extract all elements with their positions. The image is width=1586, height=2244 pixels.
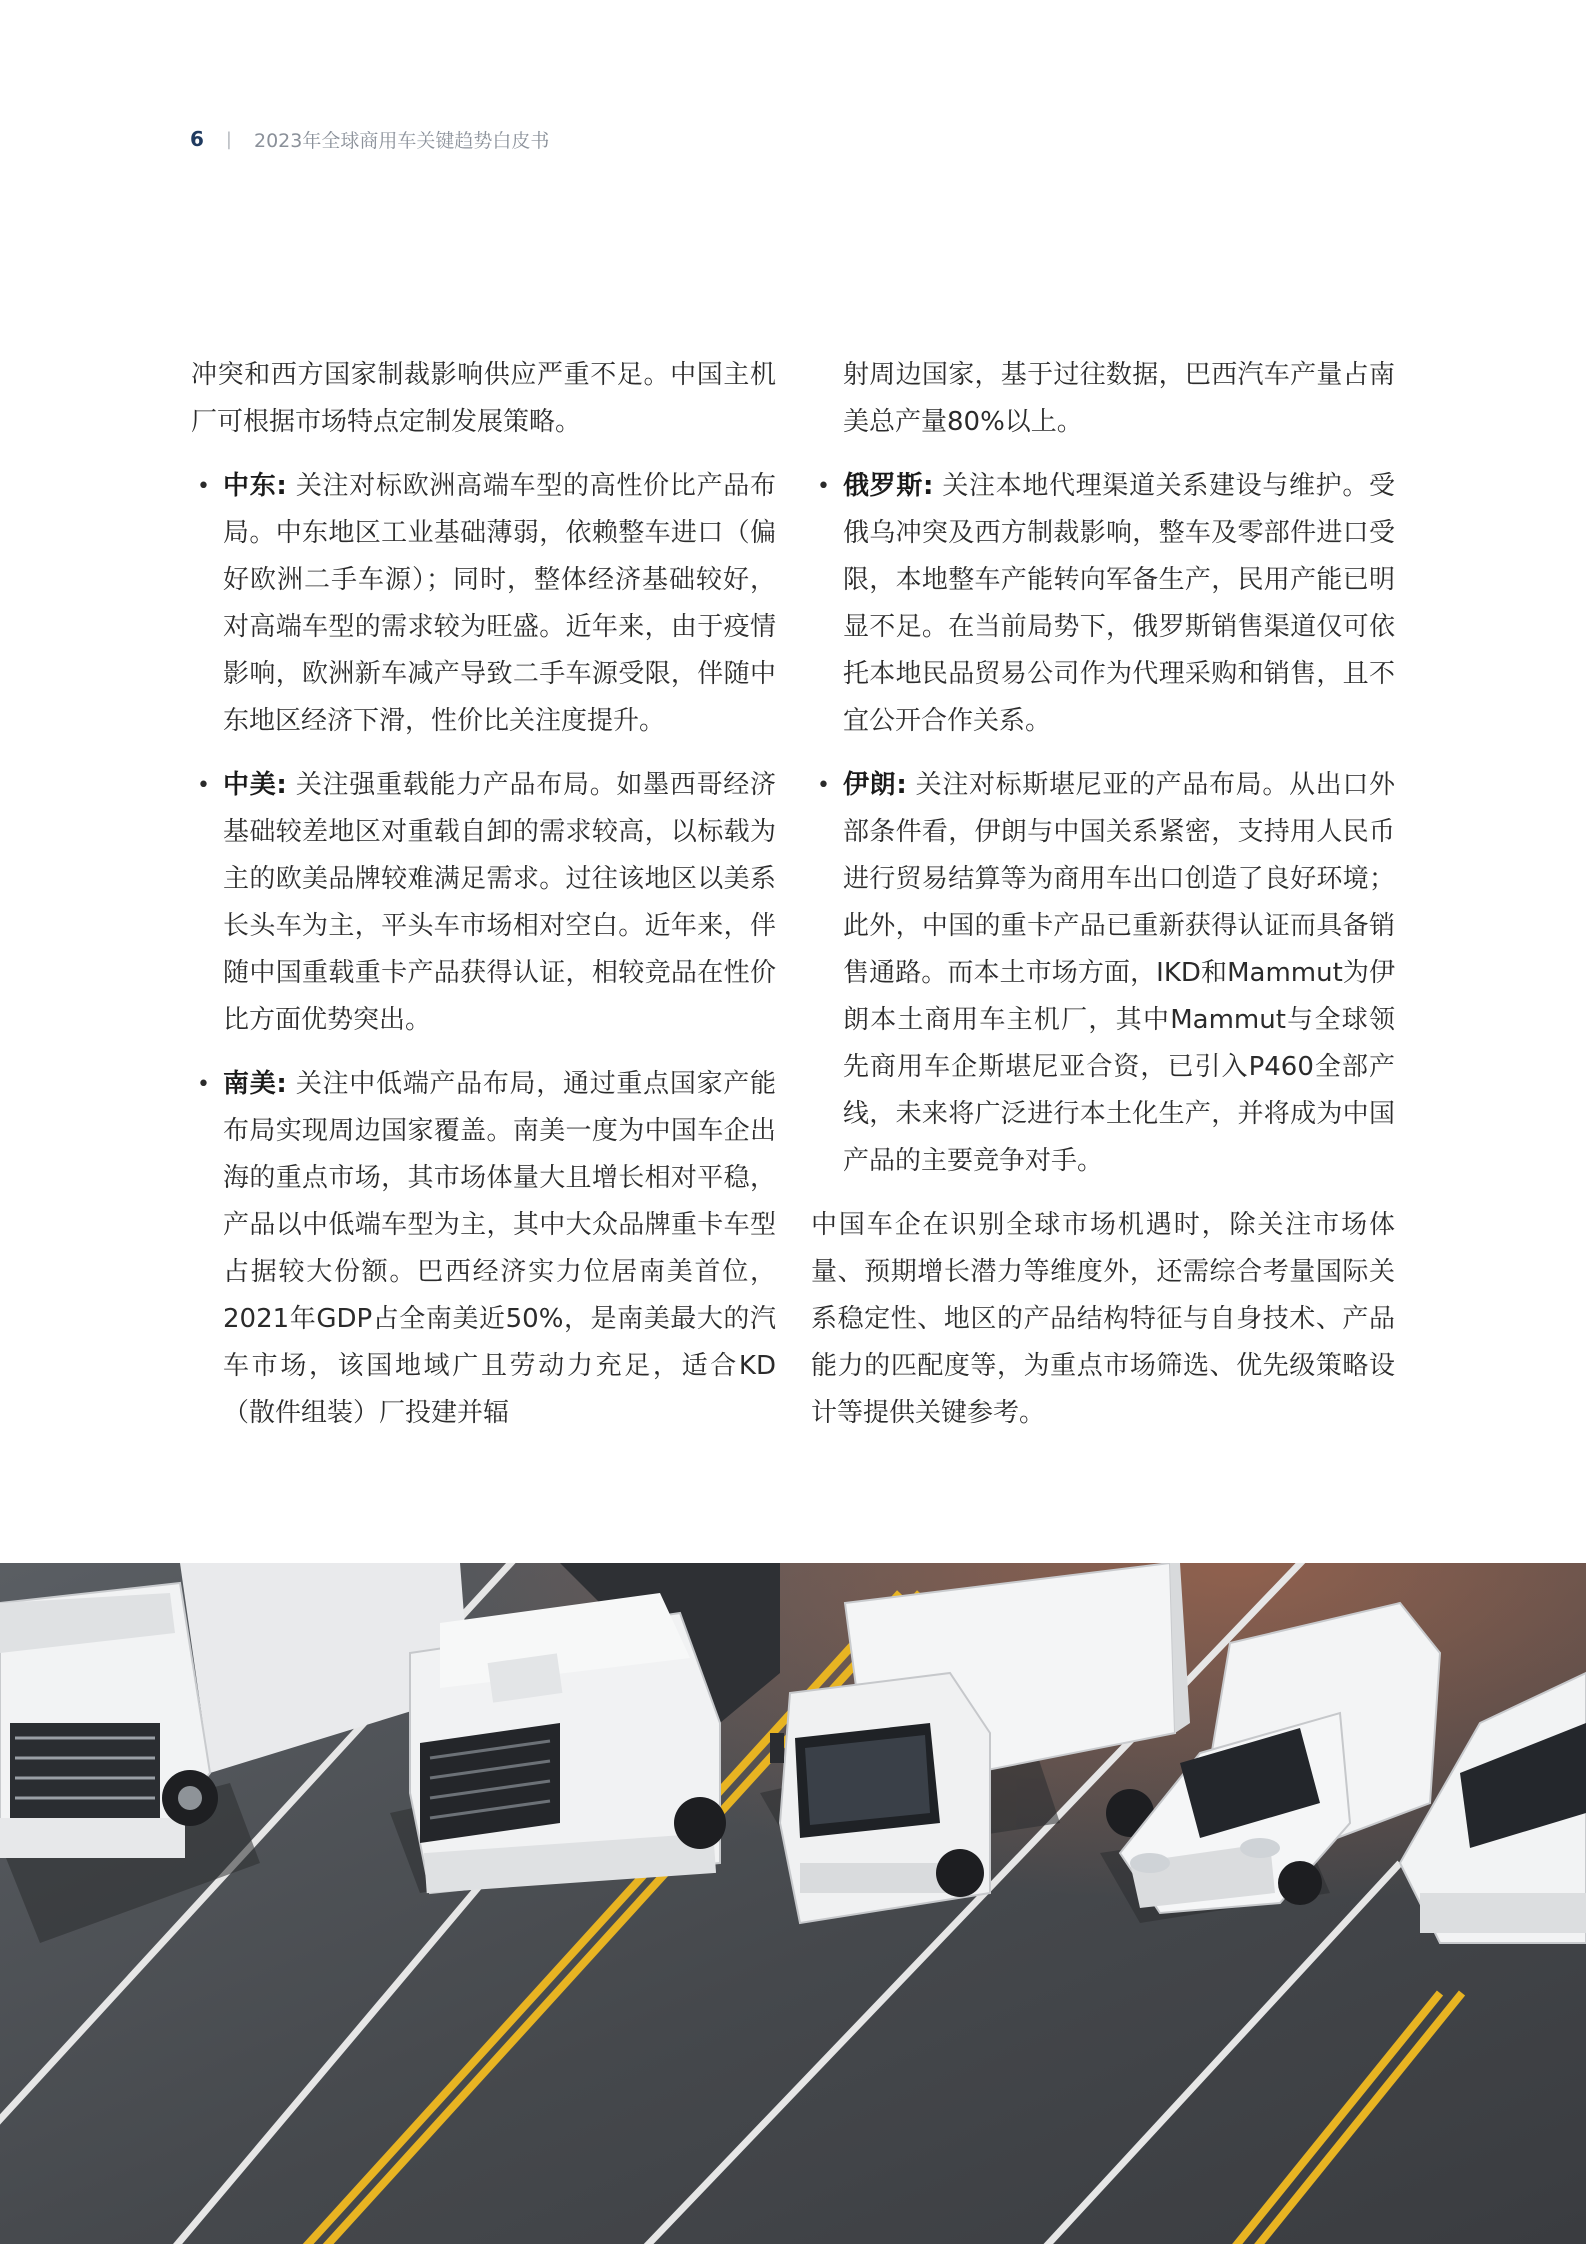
right-column — [811, 352, 1395, 1454]
bullet-glyph: • — [817, 474, 830, 499]
bullet-term: 南美: — [223, 1069, 287, 1099]
bullet-south-america — [191, 1061, 776, 1437]
bullet-text: 关注对标欧洲高端车型的高性价比产品布局。中东地区工业基础薄弱，依赖整车进口（偏好欧洲二手车源）；同时，整体经济基础较好，对高端车型的需求较为旺盛。近年来，由于疫情影响，欧洲新车减产导致二手车源受限，伴随中东地区经济下滑，性价比关注度提升。 — [223, 471, 777, 736]
closing-paragraph: 中国车企在识别全球市场机遇时，除关注市场体量、预期增长潜力等维度外，还需综合考量国际关系稳定性、地区的产品结构特征与自身技术、产品能力的匹配度等，为重点市场筛选、优先级策略设计等提供关键参考。 — [811, 1210, 1395, 1428]
continuation-paragraph: 射周边国家，基于过往数据，巴西汽车产量占南美总产量80%以上。 — [843, 360, 1395, 437]
page-number: 6 — [190, 127, 204, 151]
commercial-vehicles-photo — [0, 1563, 1586, 2244]
bullet-term: 中东: — [223, 471, 287, 501]
page-header — [190, 124, 549, 154]
bullet-glyph: • — [197, 474, 210, 499]
bullet-text: 关注强重载能力产品布局。如墨西哥经济基础较差地区对重载自卸的需求较高，以标载为主的欧美品牌较难满足需求。过往该地区以美系长头车为主，平头车市场相对空白。近年来，伴随中国重载重卡产品获得认证，相较竞品在性价比方面优势突出。 — [223, 770, 777, 1035]
left-bullet-list — [191, 463, 776, 1437]
header-separator: | — [225, 128, 232, 150]
bullet-term: 伊朗: — [843, 770, 907, 800]
document-title: 2023年全球商用车关键趋势白皮书 — [254, 129, 550, 152]
bullet-russia — [811, 463, 1395, 745]
bullet-text: 关注本地代理渠道关系建设与维护。受俄乌冲突及西方制裁影响，整车及零部件进口受限，本地整车产能转向军备生产，民用产能已明显不足。在当前局势下，俄罗斯销售渠道仅可依托本地民品贸易公司作为代理采购和销售，且不宜公开合作关系。 — [843, 471, 1396, 736]
bullet-glyph: • — [817, 773, 830, 798]
right-bullet-list — [811, 463, 1395, 1185]
bullet-term: 俄罗斯: — [843, 471, 934, 501]
bullet-glyph: • — [197, 773, 210, 798]
bullet-text: 关注对标斯堪尼亚的产品布局。从出口外部条件看，伊朗与中国关系紧密，支持用人民币进行贸易结算等为商用车出口创造了良好环境；此外，中国的重卡产品已重新获得认证而具备销售通路。而本土市场方面，IKD和Mammut为伊朗本土商用车主机厂，其中Mammut与全球领先商用车企斯堪尼亚合资，已引入P460全部产线，未来将广泛进行本土化生产，并将成为中国产品的主要竞争对手。 — [843, 770, 1395, 1176]
vehicles-illustration — [0, 1563, 1586, 2244]
bullet-middle-east — [191, 463, 776, 745]
bullet-central-america — [191, 762, 776, 1044]
bullet-iran — [811, 762, 1395, 1185]
bullet-text: 关注中低端产品布局，通过重点国家产能布局实现周边国家覆盖。南美一度为中国车企出海的重点市场，其市场体量大且增长相对平稳，产品以中低端车型为主，其中大众品牌重卡车型占据较大份额。巴西经济实力位居南美首位，2021年GDP占全南美近50%，是南美最大的汽车市场，该国地域广且劳动力充足，适合KD（散件组装）厂投建并辐 — [223, 1069, 777, 1428]
left-column — [191, 352, 776, 1454]
left-intro-paragraph: 冲突和西方国家制裁影响供应严重不足。中国主机厂可根据市场特点定制发展策略。 — [191, 360, 776, 437]
bullet-glyph: • — [197, 1072, 210, 1097]
bullet-term: 中美: — [223, 770, 287, 800]
